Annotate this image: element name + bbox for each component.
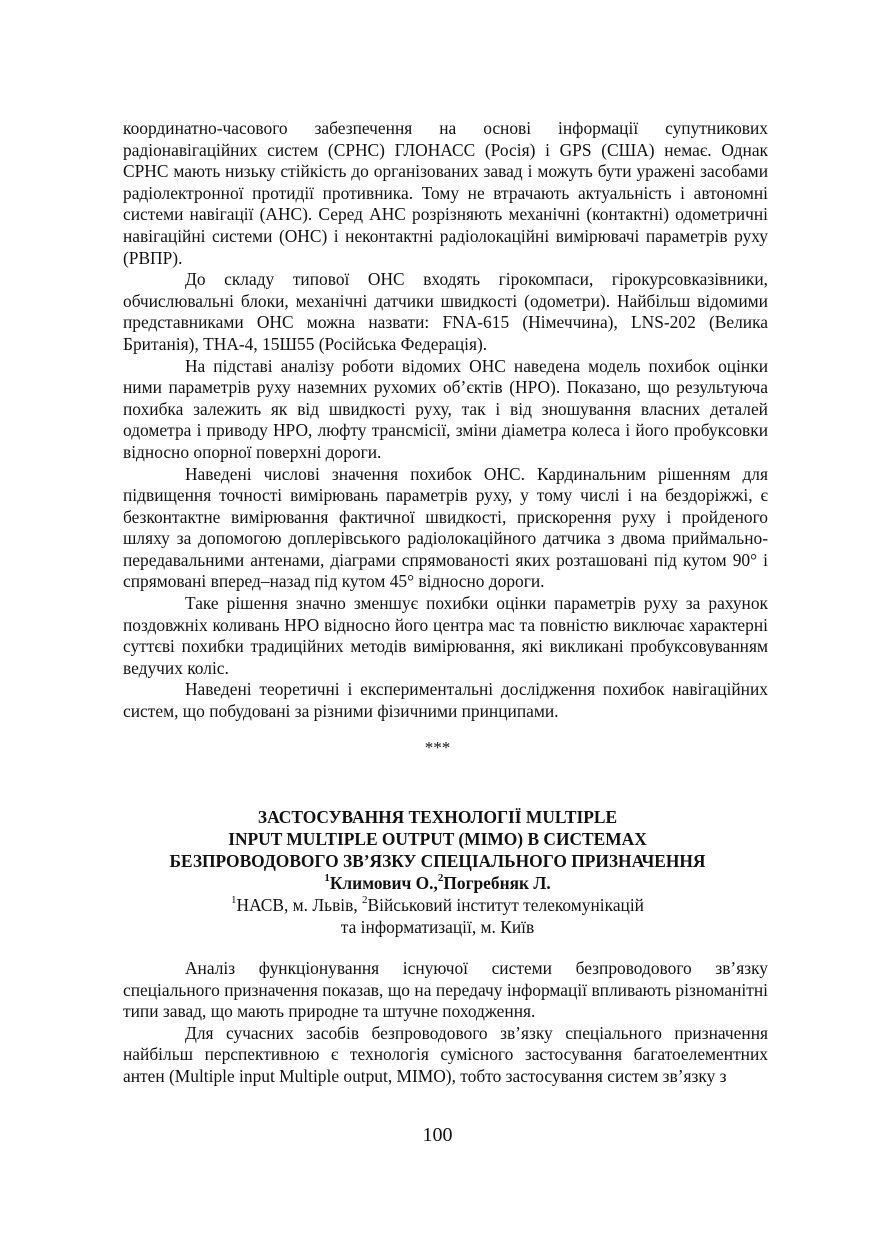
body-paragraph-3: На підставі аналізу роботи відомих ОНС наведена модель похибок оцінки ними параметрів руху наземних рухомих об’єктів (НРО). Показано, що результуюча похибка залежить як від швидкості руху, так і від зношування власних деталей одометра і приводу НРО, люфту трансмісії, зміни діаметра колеса і його пробуксовки відносно опорної поверхні дороги.	[123, 355, 768, 462]
body-paragraph-1: координатно-часового забезпечення на основі інформації супутникових радіонавігаційних систем (СРНС) ГЛОНАСС (Росія) і GPS (США) немає. Однак СРНС мають низьку стійкість до організованих завад і можуть бути уражені засобами радіолектронної протидії противника. Тому не втрачають актуальність і автономні системи навігації (АНС). Серед АНС розрізняють механічні (контактні) одометричні навігаційні системи (ОНС) і неконтактні радіолокаційні вимірювачі параметрів руху (РВПР).	[123, 118, 768, 268]
article-title	[0, 806, 875, 872]
previous-article-body	[123, 118, 768, 723]
author-1-name: Климович О.,	[329, 873, 438, 893]
affiliation-1-text: НАСВ, м. Львів,	[236, 895, 363, 915]
affiliation-line-2: та інформатизації, м. Київ	[340, 917, 535, 937]
affiliation-2-text: Військовий інститут телекомунікацій	[367, 895, 644, 915]
article-paragraph-1: Аналіз функціонування існуючої системи безпроводового зв’язку спеціального призначення показав, що на передачу інформації впливають різноманітні типи завад, що мають природне та штучне походження.	[123, 958, 768, 1022]
body-paragraph-2: До складу типової ОНС входять гірокомпаси, гірокурсовказівники, обчислювальні блоки, механічні датчики швидкості (одометри). Найбільш відомими представниками ОНС можна назвати: FNA-615 (Німеччина), LNS-202 (Велика Британія), ТНА-4, 15Ш55 (Російська Федерація).	[123, 269, 768, 354]
body-paragraph-6: Наведені теоретичні і експериментальні дослідження похибок навігаційних систем, що побудовані за різними фізичними принципами.	[123, 679, 768, 722]
article-body	[123, 958, 768, 1088]
article-title-line-2: INPUT MULTIPLE OUTPUT (MIMO) В СИСТЕМАХ	[228, 829, 647, 849]
author-1-superscript: 1	[324, 872, 330, 885]
article-title-line-3: БЕЗПРОВОДОВОГО ЗВ’ЯЗКУ СПЕЦІАЛЬНОГО ПРИЗНАЧЕННЯ	[169, 851, 706, 871]
body-paragraph-4: Наведені числові значення похибок ОНС. Кардинальним рішенням для підвищення точності вимірювань параметрів руху, у тому числі і на бездоріжжі, є безконтактне вимірювання фактичної швидкості, прискорення руху і пройденого шляху за допомогою доплерівського радіолокаційного датчика з двома приймально-передавальними антенами, діаграми спрямованості яких розташовані під кутом 90° і спрямовані вперед–назад під кутом 45° відносно дороги.	[123, 463, 768, 592]
author-2-name: Погребняк Л.	[443, 873, 551, 893]
author-2-superscript: 2	[437, 872, 444, 885]
page-number: 100	[422, 1124, 453, 1146]
affiliation-1-superscript: 1	[231, 894, 237, 907]
article-authors	[0, 872, 875, 894]
article-paragraph-2: Для сучасних засобів безпроводового зв’язку спеціального призначення найбільш перспективною є технологія сумісного застосування багатоелементних антен (Multiple input Multiple output, MIMO), тобто застосування систем зв’язку з	[123, 1022, 768, 1086]
section-separator: ***	[424, 738, 451, 757]
article-affiliations	[0, 894, 875, 938]
article-title-line-1: ЗАСТОСУВАННЯ ТЕХНОЛОГІЇ MULTIPLE	[257, 807, 618, 827]
body-paragraph-5: Таке рішення значно зменшує похибки оцінки параметрів руху за рахунок поздовжніх коливань НРО відносно його центра мас та повністю виключає характерні суттєві похибки традиційних методів вимірювання, які викликані пробуксовуванням ведучих коліс.	[123, 593, 768, 678]
affiliation-line-1	[0, 894, 875, 916]
affiliation-2-superscript: 2	[362, 894, 368, 907]
